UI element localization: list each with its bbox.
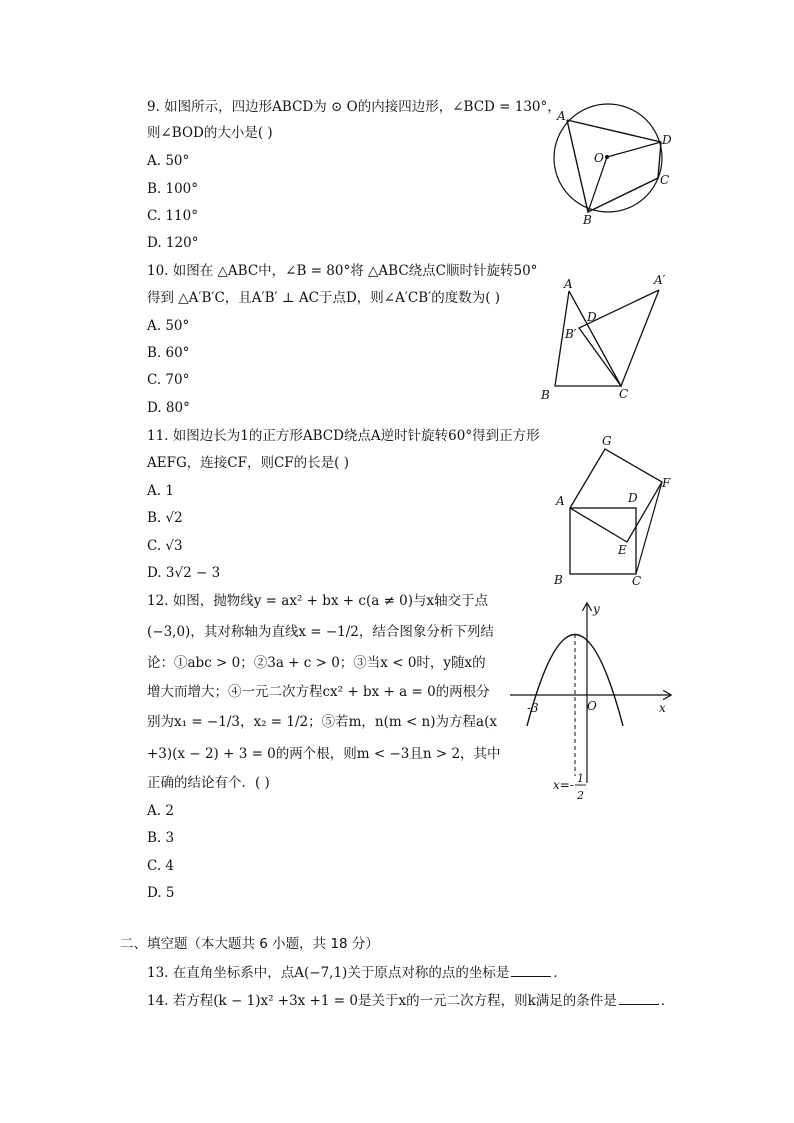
- q11-option-c: C. √3: [147, 538, 183, 554]
- q11-label-b: B: [554, 573, 563, 587]
- q11-stem-line2: AEFG，连接CF，则CF的长是( ): [147, 455, 349, 471]
- q13-text: [147, 964, 567, 982]
- q11-label-f: F: [662, 476, 671, 490]
- q10-label-c: C: [619, 387, 629, 401]
- q12-stem-line7: 正确的结论有个．( ): [147, 775, 270, 791]
- q12-stem-line6: +3)(x − 2) + 3 = 0的两个根，则m < −3且n > 2，其中: [147, 746, 501, 762]
- q12-option-c: C. 4: [147, 858, 175, 874]
- q10-stem-line1: 10. 如图在 △ABC中，∠B = 80°将 △ABC绕点C顺时针旋转50°: [147, 263, 538, 279]
- q11-option-d: D. 3√2 − 3: [147, 565, 221, 581]
- q11-label-c: C: [632, 574, 642, 588]
- q12-parabola-figure: [505, 598, 680, 812]
- q13-answer-blank[interactable]: [511, 964, 551, 977]
- q12-label-o: O: [587, 699, 597, 713]
- q12-label-half-num: 1: [577, 772, 584, 785]
- q12-label-y: y: [593, 602, 600, 616]
- q10-label-a: A: [564, 277, 573, 291]
- q9-circle-figure: [540, 100, 680, 234]
- q9-stem-line1: 9. 如图所示，四边形ABCD为 ⊙ O的内接四边形，∠BCD = 130°，: [147, 99, 561, 115]
- q12-option-d: D. 5: [147, 885, 175, 901]
- q10-label-d: D: [587, 310, 597, 324]
- q12-stem-line5: 别为x₁ = −1/3，x₂ = 1/2；⑤若m，n(m < n)为方程a(x: [147, 714, 497, 730]
- q14-text: [147, 992, 674, 1010]
- q12-label-x: x: [659, 701, 666, 715]
- q9-option-d: D. 120°: [147, 235, 199, 251]
- q12-stem-line3: 论：①abc > 0；②3a + c > 0；③当x < 0时，y随x的: [147, 655, 486, 671]
- q9-label-b: B: [583, 213, 592, 227]
- q9-label-c: C: [660, 173, 670, 187]
- q9-option-a: A. 50°: [147, 153, 190, 169]
- q9-option-c: C. 110°: [147, 208, 198, 224]
- q12-stem-line2: (−3,0)，其对称轴为直线x = −1/2，结合图象分析下列结: [147, 624, 494, 640]
- q11-label-e: E: [618, 543, 627, 557]
- q9-label-o: O: [594, 151, 604, 165]
- q9-label-d: D: [662, 133, 672, 147]
- q14-answer-blank[interactable]: [619, 992, 659, 1005]
- q12-label-axis-eq: x=-: [553, 778, 574, 792]
- q11-stem-line1: 11. 如图边长为1的正方形ABCD绕点A逆时针旋转60°得到正方形: [147, 428, 540, 444]
- q11-square-figure: [548, 432, 678, 596]
- q12-stem-line1: 12. 如图，抛物线y = ax² + bx + c(a ≠ 0)与x轴交于点: [147, 593, 489, 609]
- section2-title: 二、填空题（本大题共 6 小题，共 18 分）: [120, 936, 379, 952]
- q10-stem-line2: 得到 △A′B′C，且A′B′ ⊥ AC于点D，则∠A′CB′的度数为( ): [147, 290, 501, 306]
- q11-option-a: A. 1: [147, 483, 174, 499]
- q10-option-d: D. 80°: [147, 400, 190, 416]
- q12-label-half-den: 2: [577, 789, 584, 802]
- q10-label-a-prime: A′: [654, 273, 666, 287]
- q13-text-after: ．: [553, 965, 567, 981]
- q12-label-minus3: -3: [527, 701, 539, 715]
- q10-option-a: A. 50°: [147, 318, 190, 334]
- q12-option-b: B. 3: [147, 830, 175, 846]
- q10-option-b: B. 60°: [147, 345, 190, 361]
- q12-stem-line4: 增大而增大；④一元二次方程cx² + bx + a = 0的两根分: [147, 684, 490, 700]
- q10-option-c: C. 70°: [147, 372, 190, 388]
- q11-option-b: B. √2: [147, 510, 183, 526]
- q14-text-before: 14. 若方程(k − 1)x² +3x +1 = 0是关于x的一元二次方程，则k满足的条件是: [147, 993, 617, 1009]
- q10-label-b: B: [541, 388, 550, 402]
- q9-option-b: B. 100°: [147, 181, 199, 197]
- q10-label-b-prime: B′: [565, 327, 577, 341]
- q11-label-a: A: [556, 494, 565, 508]
- q10-triangle-figure: [535, 268, 675, 407]
- q14-text-after: ．: [660, 993, 675, 1009]
- q13-text-before: 13. 在直角坐标系中，点A(−7,1)关于原点对称的点的坐标是: [147, 965, 510, 981]
- q11-label-g: G: [602, 434, 612, 448]
- q11-label-d: D: [628, 491, 638, 505]
- q12-option-a: A. 2: [147, 803, 174, 819]
- q9-label-a: A: [557, 109, 566, 123]
- q9-stem-line2: 则∠BOD的大小是( ): [147, 125, 273, 141]
